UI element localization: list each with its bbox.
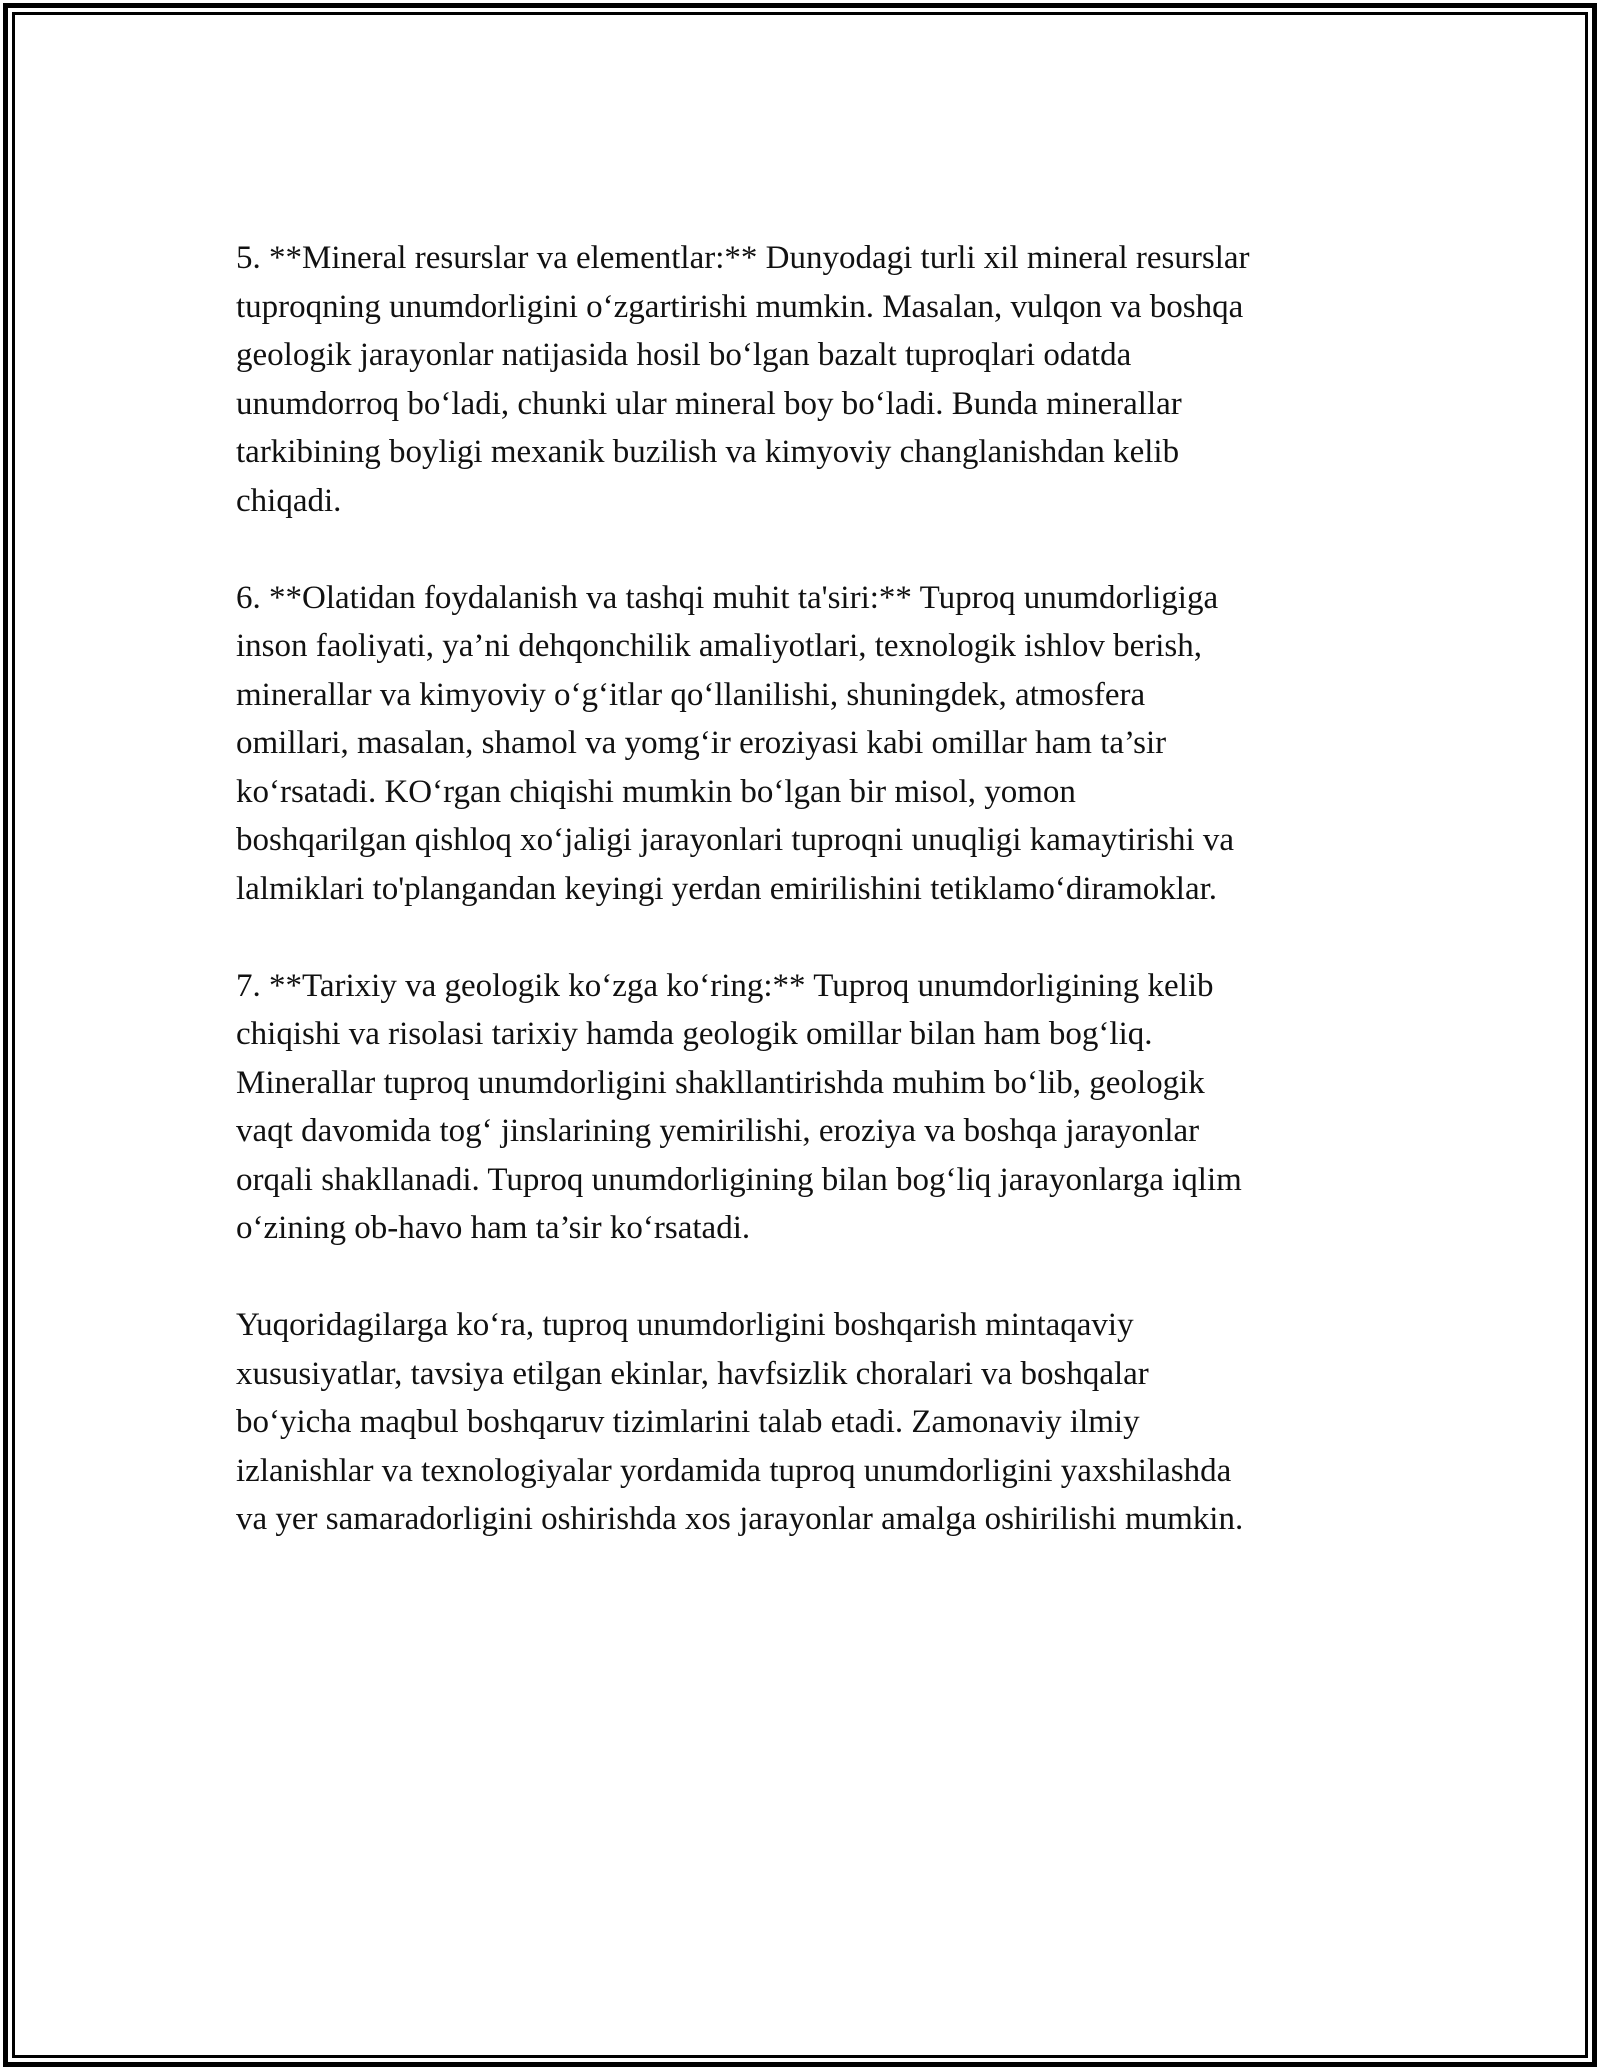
paragraph-mineral-resources: 5. **Mineral resurslar va elementlar:** Dunyodagi turli xil mineral resurslar tuproqning unumdorligini o‘zgartirishi mumkin. Masalan, vulqon va boshqa geologik jarayonlar natijasida hosil bo‘lgan bazalt tuproqlari odatda unumdorroq bo‘ladi, chunki ular mineral boy bo‘ladi. Bunda minerallar tarkibining boyligi mexanik buzilish va kimyoviy changlanishdan kelib chiqadi. bbox=[236, 240, 1250, 519]
document-body bbox=[236, 234, 1396, 1592]
paragraph-conclusion: Yuqoridagilarga ko‘ra, tuproq unumdorligini boshqarish mintaqaviy xususiyatlar, tavsiya etilgan ekinlar, havfsizlik choralari va boshqalar bo‘yicha maqbul boshqaruv tizimlarini talab etadi. Zamonaviy ilmiy izlanishlar va texnologiyalar yordamida tuproq unumdorligini yaxshilashda va yer samaradorligini oshirishda xos jarayonlar amalga oshirilishi mumkin. bbox=[236, 1307, 1244, 1537]
paragraph-historical-geological: 7. **Tarixiy va geologik ko‘zga ko‘ring:** Tuproq unumdorligining kelib chiqishi va risolasi tarixiy hamda geologik omillar bilan ham bog‘liq. Minerallar tuproq unumdorligini shakllantirishda muhim bo‘lib, geologik vaqt davomida tog‘ jinslarining yemirilishi, eroziya va boshqa jarayonlar orqali shakllanadi. Tuproq unumdorligining bilan bog‘liq jarayonlarga iqlim o‘zining ob-havo ham ta’sir ko‘rsatadi. bbox=[236, 967, 1242, 1246]
paragraph-human-activity: 6. **Olatidan foydalanish va tashqi muhit ta'siri:** Tuproq unumdorligiga inson faoliyati, ya’ni dehqonchilik amaliyotlari, texnologik ishlov berish, minerallar va kimyoviy o‘g‘itlar qo‘llanilishi, shuningdek, atmosfera omillari, masalan, shamol va yomg‘ir eroziyasi kabi omillar ham ta’sir ko‘rsatadi. KO‘rgan chiqishi mumkin bo‘lgan bir misol, yomon boshqarilgan qishloq xo‘jaligi jarayonlari tuproqni unuqligi kamaytirishi va lalmiklari to'plangandan keyingi yerdan emirilishini tetiklamo‘diramoklar. bbox=[236, 579, 1235, 907]
